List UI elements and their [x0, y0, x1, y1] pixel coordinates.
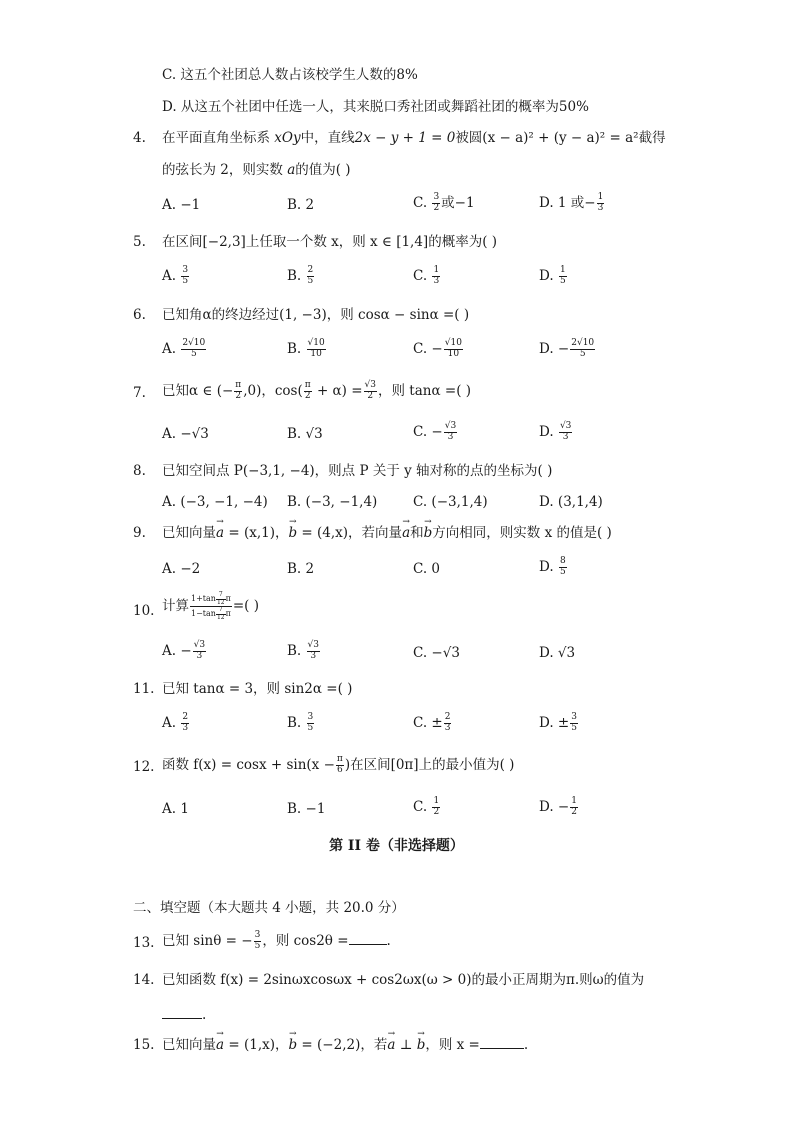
q3-option-c: C. 这五个社团总人数占该校学生人数的8%	[162, 67, 418, 83]
q8-option-d: D. (3,1,4)	[539, 494, 603, 510]
q5-option-d: D. $\frac{1}{5}$	[539, 265, 566, 286]
q6-option-a: A. $\frac{2√10}{5}$	[162, 338, 206, 359]
q6-option-d: D. − $\frac{2√10}{5}$	[539, 338, 595, 359]
q10-fraction: 1+tan $\frac{7}{12}$ π 1−tan $\frac{7}{12}$ π	[191, 591, 231, 621]
q4-stem-line1: 在平面直角坐标系 xOy中，直线2x − y + 1 = 0被圆(x − a)² + (y − a)² = a²截得	[162, 130, 666, 146]
q12-option-b: B. −1	[287, 801, 326, 817]
q8-option-a: A. (−3, −1, −4)	[162, 494, 268, 510]
q12-stem: 函数 f(x) = cosx + sin(x − $\frac{\pi}{6}$ )在区间[0π]上的最小值为( )	[162, 754, 515, 775]
q4-option-c: C. $\frac{3}{2}$ 或−1	[413, 192, 475, 213]
q9-option-d: D. $\frac{8}{5}$	[539, 556, 566, 577]
q12-option-d: D. − $\frac{1}{2}$	[539, 796, 577, 817]
q5-stem: 在区间[−2,3]上任取一个数 x，则 x ∈ [1,4]的概率为( )	[162, 234, 498, 250]
q13-stem: 已知 sinθ = − $\frac{3}{5}$ ，则 cos2θ = .	[162, 930, 391, 951]
q4-option-b: B. 2	[287, 197, 315, 213]
q7-number: 7.	[133, 385, 146, 401]
q10-option-a: A. − $\frac{√3}{3}$	[162, 640, 206, 661]
q10-stem: 计算 1+tan $\frac{7}{12}$ π 1−tan $\frac{7}{12}$ π =( )	[162, 591, 259, 621]
q11-option-a: A. $\frac{2}{3}$	[162, 712, 189, 733]
q4-option-d: D. 1 或− $\frac{1}{3}$	[539, 192, 604, 213]
q14-stem: 已知函数 f(x) = 2sinωxcosωx + cos2ωx(ω > 0)的最小正周期为π.则ω的值为	[162, 972, 645, 988]
q10-option-b: B. $\frac{√3}{3}$	[287, 640, 319, 661]
q5-number: 5.	[133, 234, 146, 250]
section-heading: 二、填空题（本大题共 4 小题，共 20.0 分）	[133, 900, 405, 916]
q4-option-a: A. −1	[162, 197, 201, 213]
q4-number: 4.	[133, 130, 146, 146]
q7-option-c: C. − $\frac{√3}{3}$	[413, 421, 457, 442]
q11-number: 11.	[133, 681, 155, 697]
q15-number: 15.	[133, 1037, 155, 1053]
q8-number: 8.	[133, 463, 146, 479]
q11-option-c: C. ± $\frac{2}{3}$	[413, 712, 451, 733]
q9-option-a: A. −2	[162, 561, 201, 577]
q12-option-a: A. 1	[162, 801, 189, 817]
q15-stem: 已知向量→ a = (1,x)，→ b = (−2,2)，若→ a ⊥ → b，则 x = .	[162, 1039, 528, 1053]
q15-answer-blank[interactable]	[480, 1048, 524, 1049]
q8-option-c: C. (−3,1,4)	[413, 494, 488, 510]
q9-option-b: B. 2	[287, 561, 315, 577]
q11-stem: 已知 tanα = 3，则 sin2α =( )	[162, 681, 353, 697]
q11-option-b: B. $\frac{3}{5}$	[287, 712, 314, 733]
q7-option-d: D. $\frac{√3}{3}$	[539, 421, 572, 442]
q14-answer-blank[interactable]	[162, 1006, 202, 1019]
part2-title: 第 II 卷（非选择题）	[329, 838, 464, 854]
q4-stem-line2: 的弦长为 2，则实数 a的值为( )	[162, 162, 351, 178]
q7-option-b: B. √3	[287, 426, 323, 442]
q6-number: 6.	[133, 307, 146, 323]
q9-stem: 已知向量→ a = (x,1)，→ b = (4,x)，若向量→ a和→ b方向相同，则实数 x 的值是( )	[162, 527, 612, 541]
q9-option-c: C. 0	[413, 561, 441, 577]
q10-option-c: C. −√3	[413, 645, 460, 661]
q5-option-c: C. $\frac{1}{3}$	[413, 265, 440, 286]
q12-number: 12.	[133, 759, 155, 775]
q7-stem: 已知α ∈ (− $\frac{\pi}{2}$ ,0)，cos( $\frac{\pi}{2}$ + α) = $\frac{√3}{2}$ ，则 tanα =( )	[162, 380, 472, 401]
q7-option-a: A. −√3	[162, 426, 209, 442]
q5-option-b: B. $\frac{2}{5}$	[287, 265, 314, 286]
q8-option-b: B. (−3, −1,4)	[287, 494, 378, 510]
q5-option-a: A. $\frac{3}{5}$	[162, 265, 189, 286]
q9-number: 9.	[133, 525, 146, 541]
q13-number: 13.	[133, 935, 155, 951]
q11-option-d: D. ± $\frac{3}{5}$	[539, 712, 577, 733]
q6-option-c: C. − $\frac{√10}{10}$	[413, 338, 462, 359]
q14-number: 14.	[133, 972, 155, 988]
q3-option-d: D. 从这五个社团中任选一人，其来脱口秀社团或舞蹈社团的概率为50%	[162, 99, 589, 115]
q13-answer-blank[interactable]	[349, 944, 387, 945]
q6-option-b: B. $\frac{√10}{10}$	[287, 338, 325, 359]
q10-option-d: D. √3	[539, 645, 576, 661]
q14-answer-line: .	[162, 1006, 206, 1023]
q12-option-c: C. $\frac{1}{2}$	[413, 796, 440, 817]
q6-stem: 已知角α的终边经过(1, −3)，则 cosα − sinα =( )	[162, 307, 470, 323]
q8-stem: 已知空间点 P(−3,1, −4)，则点 P 关于 y 轴对称的点的坐标为( )	[162, 463, 553, 479]
q10-number: 10.	[133, 603, 155, 619]
